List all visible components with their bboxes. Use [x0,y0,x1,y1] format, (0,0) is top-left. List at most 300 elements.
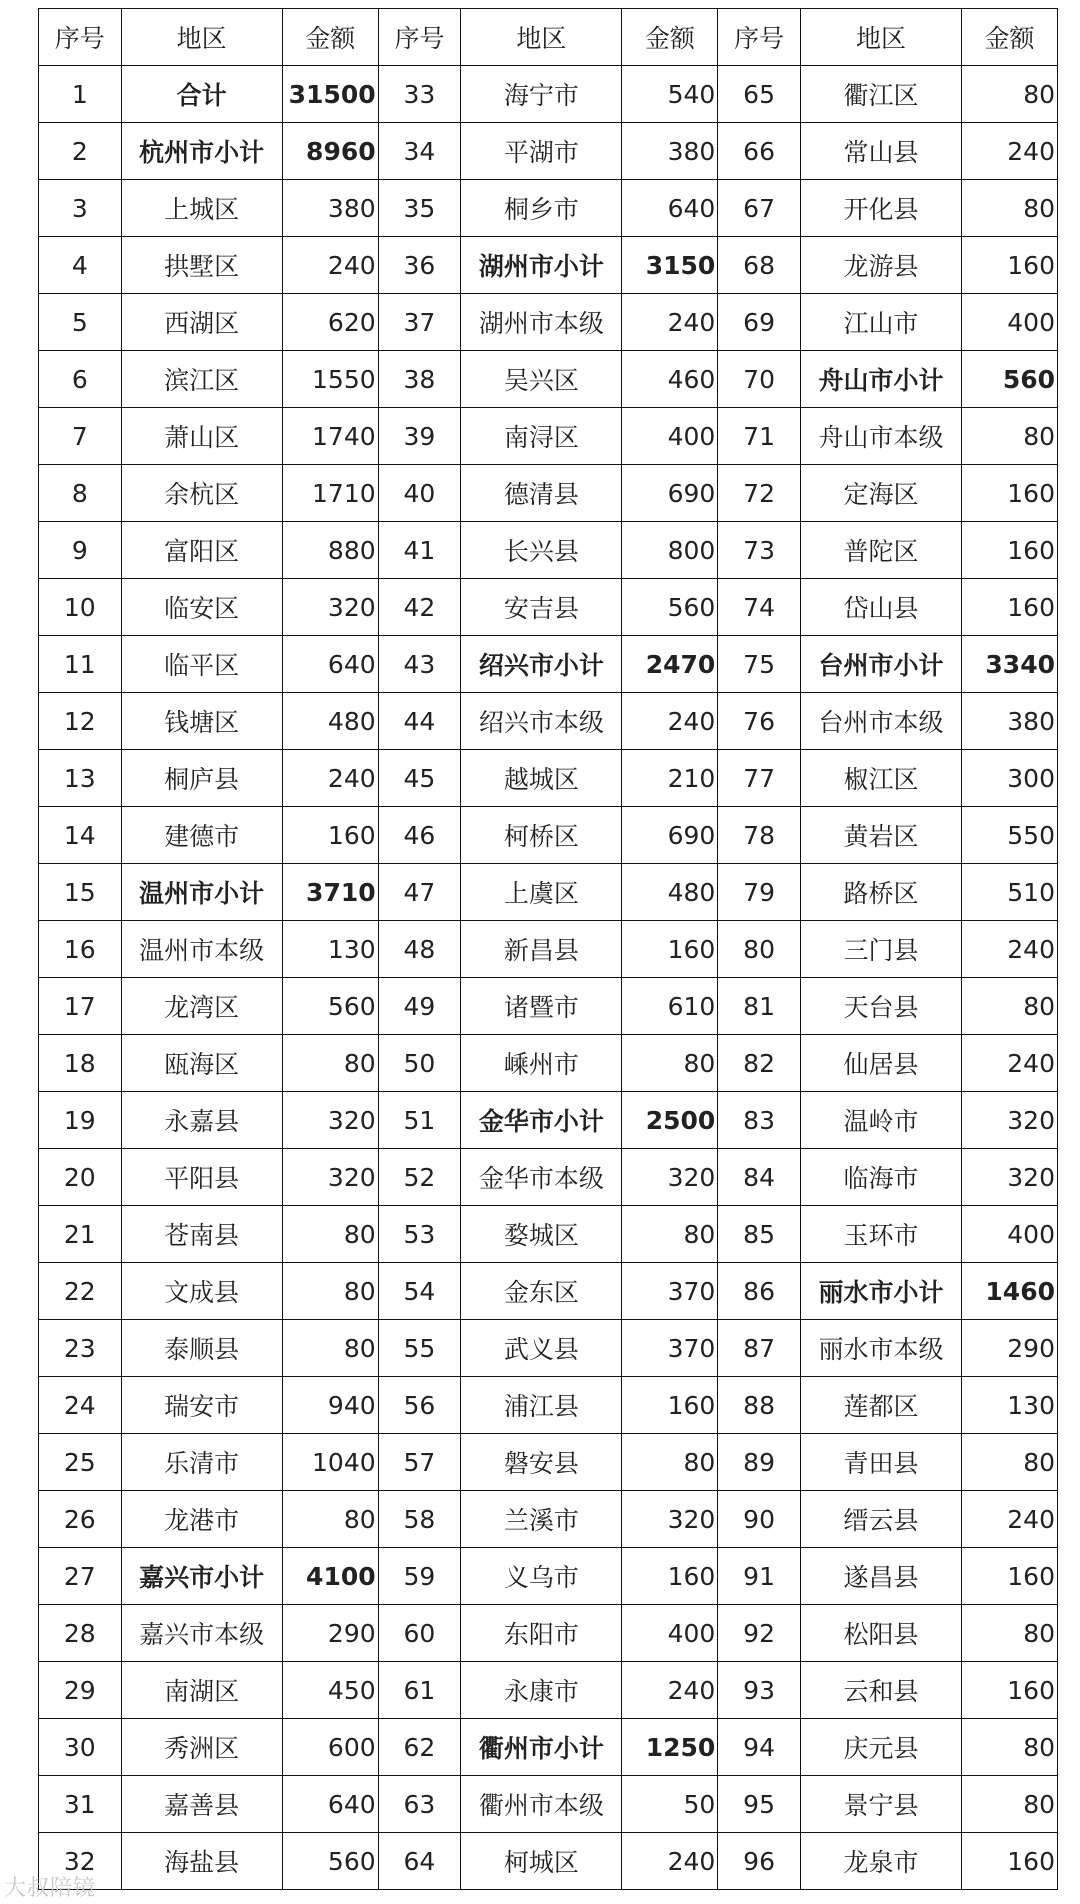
cell-seq: 90 [718,1491,801,1548]
cell-region: 柯城区 [461,1833,622,1890]
cell-region: 青田县 [800,1434,961,1491]
cell-seq: 57 [378,1434,461,1491]
cell-region: 永嘉县 [121,1092,282,1149]
table-row [39,465,1058,522]
table-row [39,1206,1058,1263]
cell-region: 玉环市 [800,1206,961,1263]
cell-region: 莲都区 [800,1377,961,1434]
table-row [39,1491,1058,1548]
cell-amount: 320 [962,1092,1058,1149]
cell-region: 金华市本级 [461,1149,622,1206]
cell-seq: 72 [718,465,801,522]
cell-region: 拱墅区 [121,237,282,294]
cell-amount: 240 [622,294,718,351]
cell-seq: 61 [378,1662,461,1719]
cell-region: 瑞安市 [121,1377,282,1434]
cell-amount: 560 [282,978,378,1035]
cell-seq: 21 [39,1206,122,1263]
cell-region: 秀洲区 [121,1719,282,1776]
cell-seq: 29 [39,1662,122,1719]
table-row [39,180,1058,237]
cell-region: 越城区 [461,750,622,807]
cell-amount: 160 [962,465,1058,522]
cell-amount: 320 [622,1491,718,1548]
cell-seq: 9 [39,522,122,579]
cell-region: 嘉善县 [121,1776,282,1833]
cell-region: 上虞区 [461,864,622,921]
cell-seq: 14 [39,807,122,864]
cell-seq: 46 [378,807,461,864]
cell-region: 衢州市本级 [461,1776,622,1833]
cell-amount: 80 [962,1434,1058,1491]
cell-region: 海宁市 [461,66,622,123]
header-region: 地区 [121,9,282,66]
cell-amount: 80 [282,1491,378,1548]
table-row [39,1377,1058,1434]
cell-region: 安吉县 [461,579,622,636]
cell-seq: 79 [718,864,801,921]
table-row [39,693,1058,750]
cell-seq: 13 [39,750,122,807]
cell-region: 金东区 [461,1263,622,1320]
cell-seq: 77 [718,750,801,807]
cell-region: 天台县 [800,978,961,1035]
cell-seq: 16 [39,921,122,978]
cell-seq: 68 [718,237,801,294]
cell-seq: 3 [39,180,122,237]
cell-amount: 80 [622,1434,718,1491]
cell-seq: 80 [718,921,801,978]
cell-amount: 210 [622,750,718,807]
cell-region: 泰顺县 [121,1320,282,1377]
cell-seq: 83 [718,1092,801,1149]
cell-region: 椒江区 [800,750,961,807]
cell-region: 临安区 [121,579,282,636]
cell-seq: 33 [378,66,461,123]
cell-seq: 31 [39,1776,122,1833]
cell-region: 富阳区 [121,522,282,579]
cell-amount: 160 [622,1548,718,1605]
cell-region: 龙泉市 [800,1833,961,1890]
header-region: 地区 [800,9,961,66]
table-row [39,1605,1058,1662]
cell-amount: 400 [962,1206,1058,1263]
cell-region: 温州市本级 [121,921,282,978]
cell-region: 黄岩区 [800,807,961,864]
cell-region: 钱塘区 [121,693,282,750]
cell-seq: 74 [718,579,801,636]
table-row [39,636,1058,693]
cell-seq: 60 [378,1605,461,1662]
cell-seq: 93 [718,1662,801,1719]
table-row [39,1662,1058,1719]
cell-amount: 690 [622,465,718,522]
cell-seq: 28 [39,1605,122,1662]
cell-amount: 240 [962,1035,1058,1092]
cell-region: 东阳市 [461,1605,622,1662]
table-row [39,864,1058,921]
cell-amount: 940 [282,1377,378,1434]
cell-amount: 320 [962,1149,1058,1206]
cell-region: 江山市 [800,294,961,351]
cell-seq: 25 [39,1434,122,1491]
cell-region: 浦江县 [461,1377,622,1434]
cell-region: 常山县 [800,123,961,180]
cell-seq: 95 [718,1776,801,1833]
cell-amount: 80 [962,66,1058,123]
table-row [39,1149,1058,1206]
cell-seq: 17 [39,978,122,1035]
allocation-table [38,8,1058,1890]
cell-amount: 80 [962,1719,1058,1776]
cell-region: 温岭市 [800,1092,961,1149]
cell-region: 金华市小计 [461,1092,622,1149]
cell-amount: 460 [622,351,718,408]
cell-region: 缙云县 [800,1491,961,1548]
cell-amount: 380 [962,693,1058,750]
cell-amount: 320 [282,579,378,636]
cell-amount: 160 [962,522,1058,579]
table-row [39,1548,1058,1605]
cell-seq: 53 [378,1206,461,1263]
table-row [39,294,1058,351]
cell-seq: 41 [378,522,461,579]
cell-amount: 80 [282,1320,378,1377]
cell-amount: 240 [622,1833,718,1890]
cell-amount: 800 [622,522,718,579]
cell-amount: 31500 [282,66,378,123]
cell-amount: 320 [282,1149,378,1206]
cell-amount: 480 [282,693,378,750]
cell-amount: 640 [282,636,378,693]
table-row [39,1719,1058,1776]
cell-region: 乐清市 [121,1434,282,1491]
cell-region: 西湖区 [121,294,282,351]
cell-amount: 370 [622,1320,718,1377]
cell-seq: 24 [39,1377,122,1434]
header-region: 地区 [461,9,622,66]
cell-amount: 160 [282,807,378,864]
cell-seq: 58 [378,1491,461,1548]
cell-amount: 80 [962,978,1058,1035]
cell-seq: 40 [378,465,461,522]
cell-region: 永康市 [461,1662,622,1719]
cell-seq: 87 [718,1320,801,1377]
cell-seq: 15 [39,864,122,921]
cell-amount: 80 [622,1035,718,1092]
cell-amount: 400 [622,1605,718,1662]
cell-region: 瓯海区 [121,1035,282,1092]
allocation-table-container [38,8,1058,1890]
cell-amount: 3150 [622,237,718,294]
cell-region: 松阳县 [800,1605,961,1662]
cell-seq: 42 [378,579,461,636]
cell-amount: 130 [282,921,378,978]
cell-region: 绍兴市本级 [461,693,622,750]
cell-amount: 600 [282,1719,378,1776]
cell-amount: 370 [622,1263,718,1320]
cell-region: 吴兴区 [461,351,622,408]
cell-amount: 510 [962,864,1058,921]
cell-region: 衢州市小计 [461,1719,622,1776]
cell-region: 上城区 [121,180,282,237]
cell-seq: 4 [39,237,122,294]
cell-region: 龙港市 [121,1491,282,1548]
cell-amount: 620 [282,294,378,351]
cell-seq: 11 [39,636,122,693]
cell-amount: 240 [962,1491,1058,1548]
cell-amount: 240 [962,921,1058,978]
cell-amount: 320 [622,1149,718,1206]
cell-seq: 20 [39,1149,122,1206]
cell-seq: 89 [718,1434,801,1491]
cell-seq: 85 [718,1206,801,1263]
cell-amount: 560 [962,351,1058,408]
cell-region: 衢江区 [800,66,961,123]
cell-seq: 35 [378,180,461,237]
header-amount: 金额 [622,9,718,66]
cell-seq: 18 [39,1035,122,1092]
table-row [39,1833,1058,1890]
cell-amount: 160 [622,1377,718,1434]
cell-amount: 80 [282,1263,378,1320]
cell-amount: 80 [962,180,1058,237]
cell-seq: 73 [718,522,801,579]
cell-region: 开化县 [800,180,961,237]
cell-amount: 690 [622,807,718,864]
cell-region: 新昌县 [461,921,622,978]
cell-seq: 91 [718,1548,801,1605]
table-row [39,237,1058,294]
cell-region: 义乌市 [461,1548,622,1605]
cell-amount: 290 [282,1605,378,1662]
cell-region: 长兴县 [461,522,622,579]
cell-amount: 80 [962,1776,1058,1833]
cell-amount: 240 [622,1662,718,1719]
cell-seq: 64 [378,1833,461,1890]
cell-region: 桐乡市 [461,180,622,237]
cell-amount: 240 [282,750,378,807]
table-header-row [39,9,1058,66]
table-row [39,522,1058,579]
cell-seq: 26 [39,1491,122,1548]
cell-seq: 55 [378,1320,461,1377]
cell-amount: 880 [282,522,378,579]
cell-amount: 2470 [622,636,718,693]
table-body [39,66,1058,1890]
cell-seq: 50 [378,1035,461,1092]
cell-region: 建德市 [121,807,282,864]
cell-amount: 560 [622,579,718,636]
cell-region: 仙居县 [800,1035,961,1092]
cell-amount: 240 [282,237,378,294]
cell-seq: 67 [718,180,801,237]
cell-seq: 84 [718,1149,801,1206]
cell-seq: 27 [39,1548,122,1605]
cell-region: 杭州市小计 [121,123,282,180]
table-row [39,1035,1058,1092]
cell-amount: 50 [622,1776,718,1833]
cell-region: 嵊州市 [461,1035,622,1092]
cell-region: 德清县 [461,465,622,522]
cell-amount: 160 [962,1548,1058,1605]
cell-region: 武义县 [461,1320,622,1377]
cell-amount: 240 [962,123,1058,180]
cell-amount: 80 [962,408,1058,465]
table-row [39,1776,1058,1833]
cell-seq: 94 [718,1719,801,1776]
cell-region: 磐安县 [461,1434,622,1491]
cell-seq: 5 [39,294,122,351]
cell-region: 平湖市 [461,123,622,180]
cell-region: 合计 [121,66,282,123]
cell-seq: 45 [378,750,461,807]
cell-seq: 92 [718,1605,801,1662]
cell-region: 湖州市本级 [461,294,622,351]
cell-seq: 88 [718,1377,801,1434]
cell-region: 婺城区 [461,1206,622,1263]
cell-amount: 320 [282,1092,378,1149]
cell-amount: 1250 [622,1719,718,1776]
cell-amount: 290 [962,1320,1058,1377]
cell-region: 南浔区 [461,408,622,465]
cell-amount: 80 [282,1035,378,1092]
cell-region: 萧山区 [121,408,282,465]
cell-amount: 400 [962,294,1058,351]
cell-region: 海盐县 [121,1833,282,1890]
cell-region: 舟山市本级 [800,408,961,465]
cell-amount: 3340 [962,636,1058,693]
table-row [39,1434,1058,1491]
cell-amount: 450 [282,1662,378,1719]
cell-region: 台州市小计 [800,636,961,693]
cell-amount: 540 [622,66,718,123]
cell-region: 文成县 [121,1263,282,1320]
table-row [39,408,1058,465]
cell-region: 遂昌县 [800,1548,961,1605]
cell-amount: 240 [622,693,718,750]
cell-seq: 19 [39,1092,122,1149]
cell-seq: 12 [39,693,122,750]
cell-amount: 1550 [282,351,378,408]
cell-seq: 54 [378,1263,461,1320]
cell-seq: 10 [39,579,122,636]
cell-seq: 47 [378,864,461,921]
cell-seq: 75 [718,636,801,693]
cell-region: 云和县 [800,1662,961,1719]
cell-region: 路桥区 [800,864,961,921]
cell-region: 龙湾区 [121,978,282,1035]
header-seq: 序号 [39,9,122,66]
cell-region: 诸暨市 [461,978,622,1035]
cell-region: 庆元县 [800,1719,961,1776]
cell-seq: 37 [378,294,461,351]
cell-region: 临平区 [121,636,282,693]
cell-seq: 36 [378,237,461,294]
cell-seq: 71 [718,408,801,465]
cell-region: 定海区 [800,465,961,522]
cell-amount: 8960 [282,123,378,180]
cell-seq: 6 [39,351,122,408]
cell-region: 温州市小计 [121,864,282,921]
header-seq: 序号 [718,9,801,66]
table-row [39,66,1058,123]
cell-seq: 82 [718,1035,801,1092]
cell-amount: 380 [622,123,718,180]
cell-amount: 2500 [622,1092,718,1149]
cell-seq: 23 [39,1320,122,1377]
cell-region: 临海市 [800,1149,961,1206]
cell-amount: 1460 [962,1263,1058,1320]
cell-amount: 3710 [282,864,378,921]
cell-seq: 22 [39,1263,122,1320]
cell-seq: 49 [378,978,461,1035]
cell-seq: 34 [378,123,461,180]
cell-seq: 59 [378,1548,461,1605]
header-amount: 金额 [962,9,1058,66]
watermark-text: 大叔陪镜 [4,1876,97,1901]
cell-seq: 39 [378,408,461,465]
cell-amount: 160 [962,1662,1058,1719]
table-row [39,750,1058,807]
cell-region: 桐庐县 [121,750,282,807]
table-row [39,579,1058,636]
cell-region: 丽水市本级 [800,1320,961,1377]
cell-seq: 51 [378,1092,461,1149]
table-row [39,1320,1058,1377]
table-row [39,123,1058,180]
cell-amount: 130 [962,1377,1058,1434]
cell-amount: 560 [282,1833,378,1890]
cell-amount: 380 [282,180,378,237]
cell-amount: 80 [282,1206,378,1263]
table-row [39,1263,1058,1320]
cell-region: 台州市本级 [800,693,961,750]
cell-region: 绍兴市小计 [461,636,622,693]
cell-seq: 69 [718,294,801,351]
header-seq: 序号 [378,9,461,66]
cell-seq: 56 [378,1377,461,1434]
cell-region: 丽水市小计 [800,1263,961,1320]
cell-amount: 160 [962,1833,1058,1890]
cell-seq: 8 [39,465,122,522]
table-row [39,921,1058,978]
cell-region: 平阳县 [121,1149,282,1206]
cell-region: 嘉兴市本级 [121,1605,282,1662]
cell-seq: 70 [718,351,801,408]
cell-amount: 80 [962,1605,1058,1662]
cell-region: 龙游县 [800,237,961,294]
cell-region: 嘉兴市小计 [121,1548,282,1605]
cell-region: 南湖区 [121,1662,282,1719]
cell-amount: 160 [622,921,718,978]
cell-seq: 66 [718,123,801,180]
header-amount: 金额 [282,9,378,66]
cell-amount: 160 [962,579,1058,636]
cell-seq: 65 [718,66,801,123]
cell-seq: 1 [39,66,122,123]
cell-region: 兰溪市 [461,1491,622,1548]
cell-region: 湖州市小计 [461,237,622,294]
cell-amount: 400 [622,408,718,465]
table-row [39,1092,1058,1149]
cell-amount: 300 [962,750,1058,807]
cell-seq: 63 [378,1776,461,1833]
cell-amount: 80 [622,1206,718,1263]
cell-seq: 81 [718,978,801,1035]
cell-region: 柯桥区 [461,807,622,864]
cell-amount: 480 [622,864,718,921]
